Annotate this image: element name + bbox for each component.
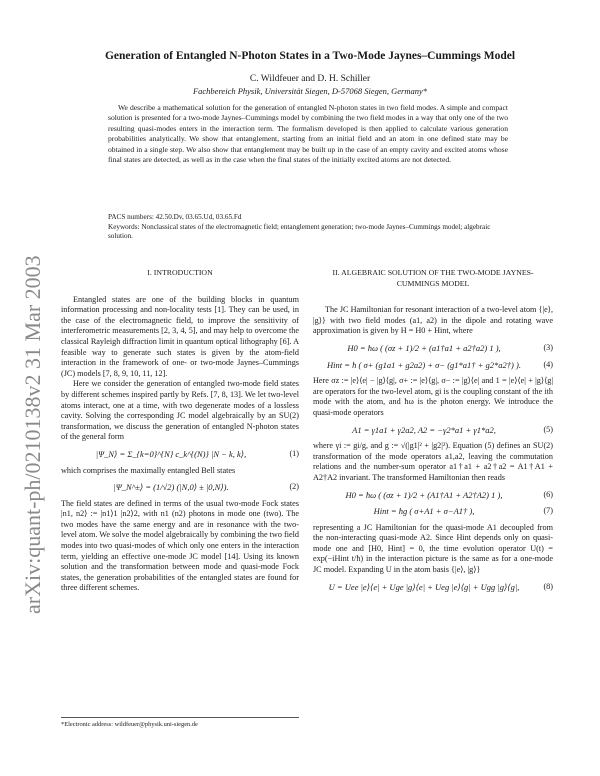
equation-body: H0 = ħω ( (σz + 1)/2 + (A1†A1 + A2†A2) 1 ), xyxy=(345,489,503,500)
equation-body: Hint = ħ ( σ+ (g1a1 + g2a2) + σ− (g1*a1† + g2*a2†) ). xyxy=(327,359,521,370)
equation-number: (4) xyxy=(543,359,553,369)
equation-number: (1) xyxy=(289,448,299,458)
equation-body: A1 = γ1a1 + γ2a2, A2 = −γ2*a1 + γ1*a2, xyxy=(352,424,496,435)
left-column xyxy=(61,268,299,594)
equation-number: (7) xyxy=(543,506,553,516)
footnote-email: *Electronic address: wildfeuer@physik.uni-siegen.de xyxy=(61,717,299,728)
equation-body: Hint = ħg ( σ+A1 + σ−A1† ), xyxy=(373,506,475,517)
paragraph: where γi := gi/g, and g := √(|g1|² + |g2|²). Equation (5) defines an SU(2) transformation of the mode operators a1,a2, leaving the commutation relations and the number-sum operator a1†a1 + a2†a2 = A1†A1 + A2†A2 invariant. The transformed Hamiltonian then reads xyxy=(313,441,553,482)
equation-body: H0 = ħω ( (σz + 1)/2 + (a1†a1 + a2†a2) 1 ), xyxy=(347,342,501,353)
arxiv-side-label-svg xyxy=(10,196,54,616)
paragraph: representing a JC Hamiltonian for the quasi-mode A1 decoupled from the non-interacting quasi-mode A2. Since Hint depends only on quasi-mode one and [H0, Hint] = 0, the time evolution operator U(t) = exp(−iHint t/ħ) in the interaction picture is the same as for a one-mode JC model. Expanding U in the atom basis {|e⟩, |g⟩} xyxy=(313,522,553,575)
paper-affiliation: Fachbereich Physik, Universität Siegen, D-57068 Siegen, Germany* xyxy=(192,86,428,96)
section-heading-introduction: I. INTRODUCTION xyxy=(147,268,213,277)
equation-body: U = Uee |e⟩⟨e| + Uge |g⟩⟨e| + Ueg |e⟩⟨g| + Ugg |g⟩⟨g|, xyxy=(328,581,520,592)
equation-body: |Ψ_N⟩ = Σ_{k=0}^{N} c_k^{(N)} |N − k, k⟩, xyxy=(95,448,247,459)
equation-7 xyxy=(313,506,553,517)
arxiv-side-label xyxy=(10,196,54,616)
paragraph: Here σz := |e⟩⟨e| − |g⟩⟨g|, σ+ := |e⟩⟨g|, σ− := |g⟩⟨e| and 1 = |e⟩⟨e| + |g⟩⟨g| are operators for the two-level atom, gi is the coupling constant of the ith mode with the atom, and ħω is the photon energy. We introduce the quasi-mode operators xyxy=(313,376,553,417)
equation-number: (8) xyxy=(543,581,553,591)
paragraph: Entangled states are one of the building blocks in quantum information processing and non-locality tests [1]. They can be used, in the case of the electromagnetic field, to improve the sensitivity of interferometric measurements [2, 3, 4, 5], and may help to overcome the classical Rayleigh diffraction limit in quantum optical lithography [6]. A feasible way to generate such states is given by the atom-field interaction in the framework of one- or two-mode Jaynes–Cummings (JC) models [7, 8, 9, 10, 11, 12]. xyxy=(61,294,299,378)
paragraph: The field states are defined in terms of the usual two-mode Fock states |n1, n2⟩ := |n1⟩1 |n2⟩2, with n1 (n2) photons in mode one (two). The two modes have the same energy and are in resonance with the two-level atom. We solve the model algebraically by combining the two field modes into two quasi-modes of which only one enters in the interaction term, yielding an effective one-mode JC model [14]. Using its known solution and the transformation between mode and quasi-mode Fock states, the generation probabilities of the entangled states are found for three different schemes. xyxy=(61,498,299,593)
equation-2 xyxy=(61,482,299,493)
equation-3 xyxy=(313,343,553,354)
pacs-numbers: PACS numbers: 42.50.Dv, 03.65.Ud, 03.65.Fd xyxy=(108,213,242,221)
abstract: We describe a mathematical solution for the generation of entangled N-photon states in two field modes. A simple and compact solution is presented for a two-mode Jaynes–Cummings model by combining the two field modes in a way that only one of the two resulting quasi-modes enters in the interaction term. The formalism developed is then applied to calculate various generation probabilities analytically. We show that entanglement, starting from an initial field and an atom in one defined state may be obtained in a single step. We also show that entanglement may be built up in the case of an empty cavity and excited atoms whose final states are detected, as well as in the case when the final states of the initially excited atoms are not detected. xyxy=(108,103,508,165)
section-heading-algebraic-solution: II. ALGEBRAIC SOLUTION OF THE TWO-MODE JAYNES-CUMMINGS MODEL xyxy=(332,268,534,288)
equation-8 xyxy=(313,582,553,593)
paper-authors: C. Wildfeuer and D. H. Schiller xyxy=(249,74,371,84)
equation-number: (5) xyxy=(543,424,553,434)
paragraph: The JC Hamiltonian for resonant interaction of a two-level atom {|e⟩, |g⟩} with two field modes (a1, a2) in the dipole and rotating wave approximation is given by H = H0 + Hint, where xyxy=(313,305,553,336)
equation-number: (2) xyxy=(289,482,299,492)
arxiv-identifier: arXiv:quant-ph/0210138v2 31 Mar 2003 xyxy=(20,255,45,614)
pacs-block xyxy=(108,213,508,242)
equation-5 xyxy=(313,425,553,436)
equation-1 xyxy=(61,449,299,460)
equation-number: (3) xyxy=(543,342,553,352)
equation-6 xyxy=(313,490,553,501)
right-column xyxy=(313,268,553,598)
keywords: Keywords: Nonclassical states of the electromagnetic field; entanglement generation; two-mode Jaynes–Cummings model; algebraic solution. xyxy=(108,222,491,241)
equation-number: (6) xyxy=(543,489,553,499)
paper-title: Generation of Entangled N-Photon States in a Two-Mode Jaynes–Cummings Model xyxy=(104,50,516,62)
paragraph: Here we consider the generation of entangled two-mode field states by different schemes inspired partly by Refs. [7, 8, 13]. We let two-level atoms interact, one at a time, with two degenerate modes of a lossless cavity. Solving the corresponding JC model algebraically by an SU(2) transformation, we discuss the generation of entangled N-photon states of the general form xyxy=(61,379,299,442)
equation-body: |Ψ_N^±⟩ = (1/√2) (|N,0⟩ ± |0,N⟩). xyxy=(113,482,229,493)
paragraph: which comprises the maximally entangled Bell states xyxy=(61,465,236,475)
equation-4 xyxy=(313,360,553,371)
